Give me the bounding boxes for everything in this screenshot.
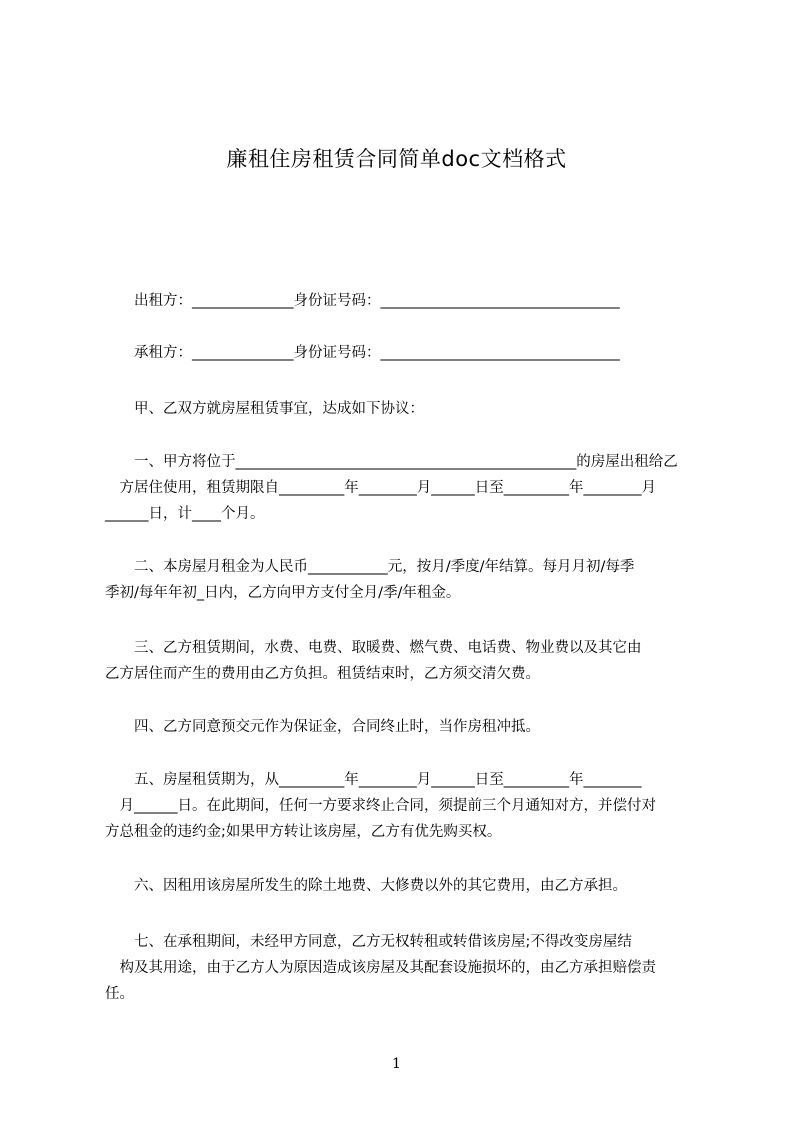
clause-2-line-2: 季初/每年年初_日内，乙方向甲方支付全月/季/年租金。 <box>105 585 461 601</box>
clause-5-line-2: 月______日。在此期间，任何一方要求终止合同，须提前三个月通知对方，并偿付对 <box>105 798 656 814</box>
clause-5 <box>105 767 700 845</box>
clause-7 <box>105 929 700 1007</box>
lessee-line: 承租方：______________身份证号码：_________________________________ <box>105 345 620 361</box>
page-number: 1 <box>392 1056 401 1072</box>
clause-3-line-1: 三、乙方租赁期间，水费、电费、取暖费、燃气费、电话费、物业费以及其它由 <box>105 640 642 656</box>
clause-6: 六、因租用该房屋所发生的除土地费、大修费以外的其它费用，由乙方承担。 <box>105 878 627 894</box>
clause-7-line-3: 任。 <box>105 986 134 1002</box>
clause-1-line-1: 一、甲方将位于_______________________________________________的房屋出租给乙 <box>105 454 678 470</box>
clause-1 <box>105 449 700 527</box>
clause-7-line-1: 七、在承租期间，未经甲方同意，乙方无权转租或转借该房屋;不得改变房屋结 <box>105 934 632 950</box>
clause-3-line-2: 乙方居住而产生的费用由乙方负担。租赁结束时，乙方须交清欠费。 <box>105 666 540 682</box>
lessor-line: 出租方：______________身份证号码：_________________________________ <box>105 293 620 309</box>
document-title: 廉租住房租赁合同简单doc文档格式 <box>226 147 567 171</box>
clause-5-line-3: 方总租金的违约金;如果甲方转让该房屋，乙方有优先购买权。 <box>105 824 502 840</box>
intro-paragraph: 甲、乙双方就房屋租赁事宜，达成如下协议： <box>105 401 424 417</box>
clause-1-line-2: 方居住使用，租赁期限自_________年________月______日至_________年________月 <box>105 480 656 496</box>
clause-1-line-3: ______日，计____个月。 <box>105 506 265 522</box>
clause-3 <box>105 635 700 687</box>
clause-2 <box>105 554 700 606</box>
clause-5-line-1: 五、房屋租赁期为，从_________年________月______日至_________年________ <box>105 772 642 788</box>
clause-4: 四、乙方同意预交元作为保证金，合同终止时，当作房租冲抵。 <box>105 719 540 735</box>
clause-2-line-1: 二、本房屋月租金为人民币___________元，按月/季度/年结算。每月月初/每季 <box>105 559 635 575</box>
clause-7-line-2: 构及其用途，由于乙方人为原因造成该房屋及其配套设施损坏的，由乙方承担赔偿责 <box>105 960 656 976</box>
